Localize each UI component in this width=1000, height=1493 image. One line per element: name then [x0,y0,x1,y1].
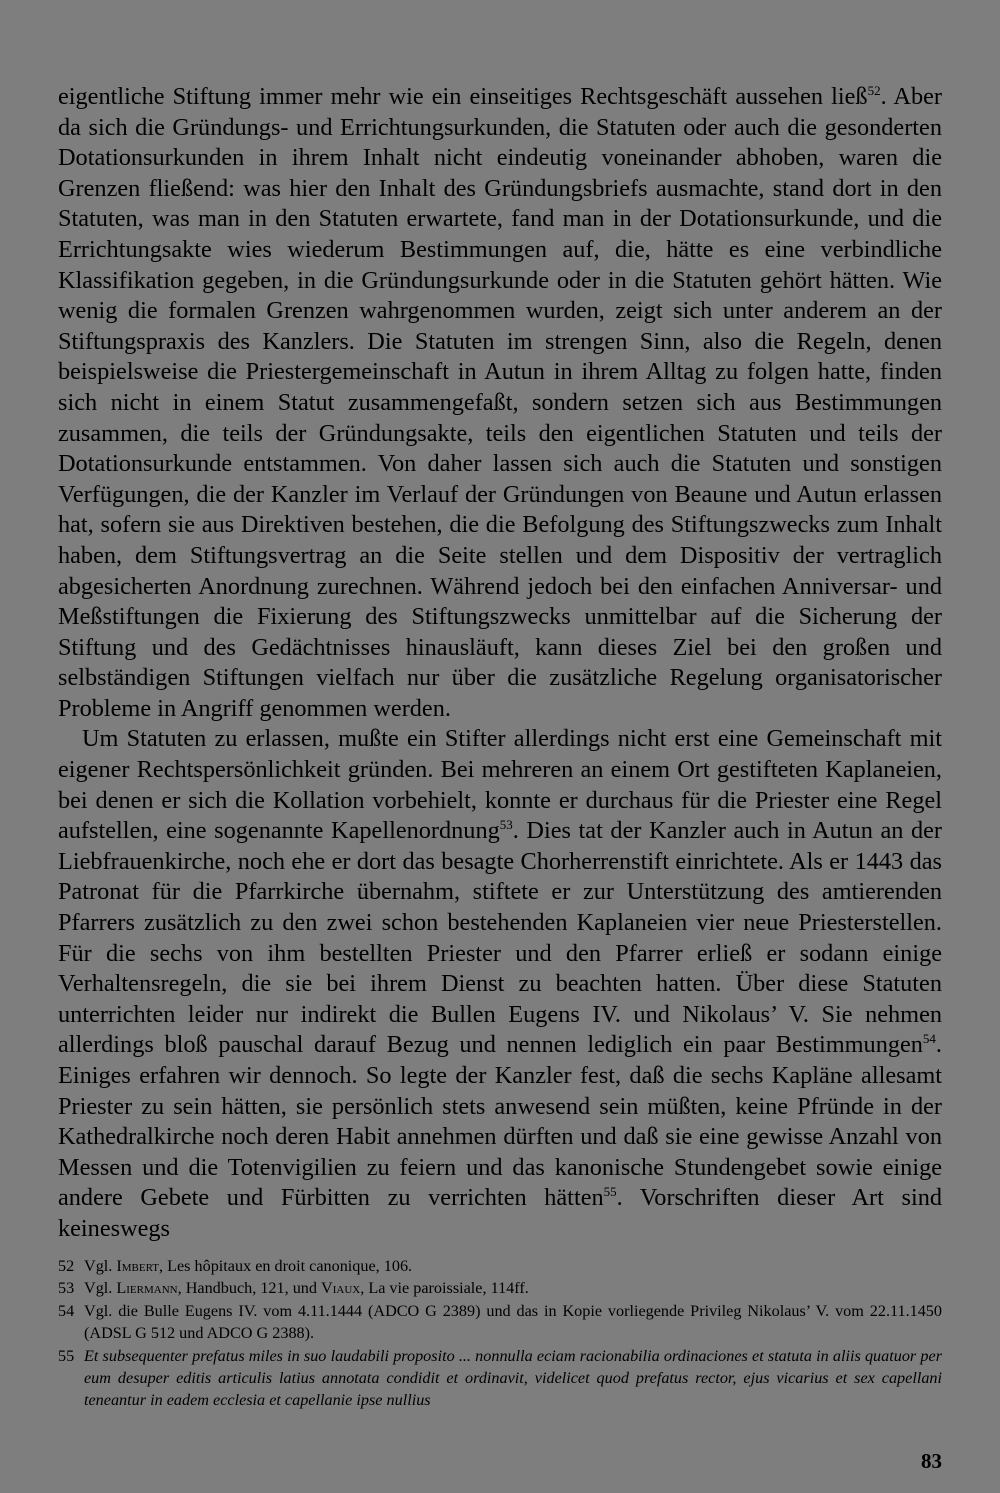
author-name: Viaux [321,1279,361,1298]
main-text [58,82,942,1245]
author-name: Imbert [116,1257,159,1275]
footnote-number: 52 [58,1257,75,1275]
text-run: . Vorschriften dieser Art sind keineswegs [58,1184,942,1242]
text-run: . Dies tat der Kanzler auch in Autun an der Liebfrauenkirche, noch ehe er dort das besagte Chorherrenstift einrichtete. Als er 1443 das Patronat für die Pfarrkirche übernahm, stiftete er zur Unterstützung des amtierenden Pfarrers zusätzlich zu den zwei schon bestehenden Kaplaneien vier neue Priesterstellen. Für die sechs von ihm bestellten Priester und den Pfarrer erließ er sodann einige Verhaltensregeln, die sie bei ihrem Dienst zu beachten hatten. Über diese Statuten unterrichten leider nur indirekt die Bullen Eugens IV. und Nikolaus’ V. Sie nehmen allerdings bloß pauschal darauf Bezug und nennen lediglich ein paar Bestimmungen [58,817,942,1059]
text-run: . Aber da sich die Gründungs- und Errichtungsurkunden, die Statuten oder auch die gesonderten Dotationsurkunden in ihrem Inhalt nicht eindeutig voneinander abhoben, waren die Grenzen fließend: was hier den Inhalt des Gründungsbriefs ausmachte, stand dort in den Statuten, was man in den Statuten erwartete, fand man in der Dotationsurkunde, und die Errichtungsakte wies wiederum Bestimmungen auf, die, hätte es eine verbindliche Klassifikation gegeben, in die Gründungsurkunde oder in die Statuten gehört hätten. Wie wenig die formalen Grenzen wahrgenommen wurden, zeigt sich unter anderem an der Stiftungspraxis des Kanzlers. Die Statuten im strengen Sinn, also die Regeln, denen beispielsweise die Priestergemeinschaft in Autun in ihrem Alltag zu folgen hatte, finden sich nicht in einem Statut zusammengefaßt, sondern setzen sich aus Bestimmungen zusammen, die teils der Gründungsakte, teils den eigentlichen Statuten und teils der Dotationsurkunde entstammen. Von daher lassen sich auch die Statuten und sonstigen Verfügungen, die der Kanzler im Verlauf der Gründungen von Beaune und Autun erlassen hat, sofern sie aus Direktiven bestehen, die die Befolgung des Stiftungszwecks zum Inhalt haben, dem Stiftungsvertrag an die Seite stellen und dem Dispositiv der vertraglich abgesicherten Anordnung zurechnen. Während jedoch bei den einfachen Anniversar- und Meßstiftungen die Fixierung des Stiftungszwecks unmittelbar auf die Sicherung der Stiftung und des Gedächtnisses hinausläuft, kann dieses Ziel bei den großen und selbständigen Stiftungen vielfach nur über die zusätzliche Regelung organisatorischer Probleme in Angriff genommen werden. [58,83,942,722]
author-name: Liermann [116,1279,178,1298]
page-number: 83 [921,1449,942,1473]
footnote-ref: 53 [499,817,513,833]
text-run: Um Statuten zu erlassen, mußte ein Stifter allerdings nicht erst eine Gemeinschaft mit eigener Rechtspersönlichkeit gründen. Bei mehreren an einem Ort gestifteten Kaplaneien, bei denen er sich die Kollation vorbehielt, konnte er durchaus für die Priester eine Regel aufstellen, eine sogenannte Kapellenordnung [58,725,942,845]
text-run: Et subsequenter prefatus miles in suo laudabili proposito ... nonnulla eciam racionabilia ordinaciones et statuta in aliis quatuor per eum desuper editis articulis latius annotata condidit et ordinavit, videlicet quod prefatus rector, ejus vicarius et sex capellani teneantur in eadem ecclesia et capellanie ipse nullius [84,1346,942,1410]
footnote-number: 53 [58,1279,75,1298]
text-run: , La vie paroissiale, 114ff. [360,1279,529,1298]
footnote-ref: 55 [603,1184,617,1200]
footnote-number: 55 [58,1346,75,1365]
footnote-text [84,1347,942,1410]
text-run: , Handbuch, 121, und [177,1279,322,1298]
footnote-text [84,1257,412,1275]
text-run: eigentliche Stiftung immer mehr wie ein einseitiges Rechtsgeschäft aussehen ließ [58,83,868,110]
footnote-text [84,1279,529,1297]
footnote [58,1255,942,1277]
text-run: , Les hôpitaux en droit canonique, 106. [159,1257,413,1275]
paragraph [58,724,942,1244]
footnote-ref: 52 [867,83,881,98]
footnote [58,1277,942,1299]
text-run: Vgl. die Bulle Eugens IV. vom 4.11.1444 (ADCO G 2389) und das in Kopie vorliegende Privileg Nikolaus’ V. vom 22.11.1450 (ADSL G 512 und ADCO G 2388). [84,1301,942,1343]
page-body [58,82,942,1245]
paragraph [58,82,942,724]
footnote [58,1345,942,1412]
footnote-text [84,1302,942,1342]
footnote [58,1300,942,1345]
text-run: . Einiges erfahren wir dennoch. So legte der Kanzler fest, daß die sechs Kapläne allesamt Priester zu sein hätten, sie persönlich stets anwesend sein müßten, keine Pfründe in der Kathedralkirche noch deren Habit annehmen dürften und daß sie eine gewisse Anzahl von Messen und die Totenvigilien zu feiern und das kanonische Stundengebet sowie einige andere Gebete und Fürbitten zu verrichten hätten [58,1031,942,1212]
footnotes [58,1255,942,1412]
text-run: Vgl. [84,1257,117,1275]
footnote-number: 54 [58,1301,75,1320]
footnote-ref: 54 [922,1031,936,1047]
text-run: Vgl. [84,1279,117,1298]
